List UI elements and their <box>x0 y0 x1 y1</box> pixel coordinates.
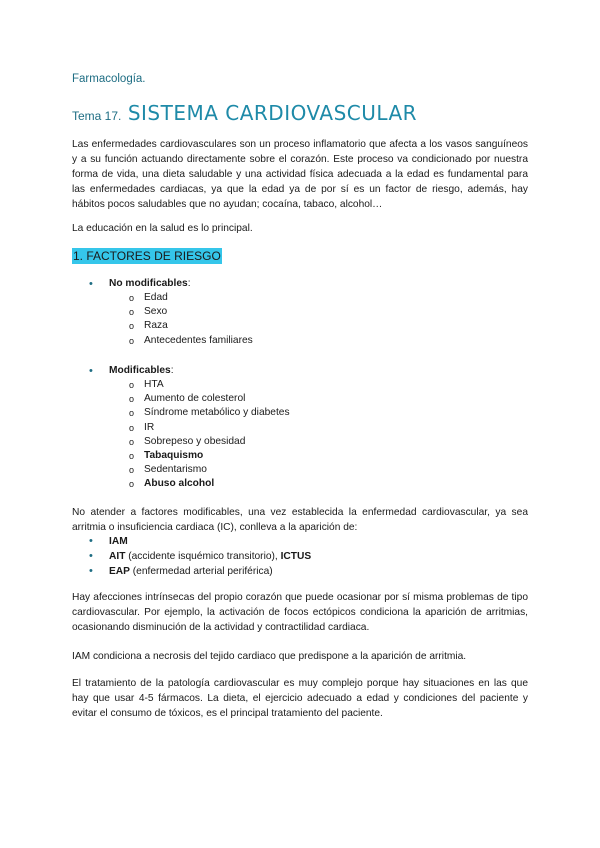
circle-bullet-icon: o <box>129 479 135 490</box>
bullet-icon: • <box>89 535 93 547</box>
circle-bullet-icon: o <box>129 422 135 433</box>
afecciones-paragraph: Hay afecciones intrínsecas del propio corazón que puede ocasionar por sí misma problemas de tipo cardiovascular. Por ejemplo, la activación de focos ectópicos condiciona la aparición de arritmias, ocasionando disminución de la actividad y contractilidad cardiaca. <box>72 592 528 633</box>
treatment-paragraph: El tratamiento de la patología cardiovascular es muy complejo porque hay situaciones en las que hay que usar 4-5 fármacos. La dieta, el ejercicio adecuado a edad y condiciones del paciente y evitar el consumo de tóxicos, es el principal tratamiento del paciente. <box>72 678 528 719</box>
list-item: o HTA <box>109 378 528 392</box>
bullet-icon: • <box>89 365 93 377</box>
list-item: o Abuso alcohol <box>109 477 528 491</box>
circle-bullet-icon: o <box>129 465 135 476</box>
circle-bullet-icon: o <box>129 380 135 390</box>
subject-heading: Farmacología. <box>72 73 146 85</box>
consequence-list <box>72 534 528 579</box>
sub-list <box>109 291 528 348</box>
list-item: o Edad <box>109 291 528 305</box>
section-heading-risk-factors: 1. FACTORES DE RIESGO <box>73 249 221 263</box>
group-label: Modificables <box>109 365 171 376</box>
risk-list-modifiable <box>72 364 528 492</box>
intro-paragraph: Las enfermedades cardiovasculares son un proceso inflamatorio que afecta a los vasos sanguíneos y a su función actuando directamente sobre el corazón. Este proceso va condicionado por nuestra forma de vida, una dieta saludable y una actividad física adecuada a la edad es fundamental para las enfermedades cardiacas, ya que la edad ya de por sí es un factor de riesgo, además, hay hábitos pocos saludables que no ayudan; cocaína, tabaco, alcohol… <box>72 139 528 210</box>
circle-bullet-icon: o <box>129 394 135 405</box>
list-item: • AIT (accidente isquémico transitorio), ICTUS <box>89 550 312 562</box>
circle-bullet-icon: o <box>129 436 135 447</box>
bullet-icon: • <box>89 278 93 290</box>
group-label: No modificables <box>109 278 188 289</box>
list-item: o Sexo <box>109 305 528 319</box>
list-item: o Sobrepeso y obesidad <box>109 435 528 449</box>
list-item: • IAM <box>89 535 128 547</box>
risk-list-non-modifiable <box>72 277 528 348</box>
education-paragraph: La educación en la salud es lo principal. <box>72 223 253 234</box>
topic-number: Tema 17. <box>72 109 122 123</box>
circle-bullet-icon: o <box>129 335 135 346</box>
list-item: • Modificables: o HTA o Aumento de colesterol o Síndrome metabólico y diabetes o IR o Sobrepeso y obesidad o Tabaquismo o Sedentarismo o Abuso alcohol <box>72 364 528 492</box>
bullet-icon: • <box>89 565 93 577</box>
list-item: o Raza <box>109 319 528 333</box>
sub-list <box>109 378 528 492</box>
consequence-paragraph: No atender a factores modificables, una vez establecida la enfermedad cardiovascular, ya sea arritmia o insuficiencia cardiaca (IC), conlleva a la aparición de: <box>72 507 528 533</box>
list-item: o Aumento de colesterol <box>109 392 528 406</box>
topic-title: SISTEMA CARDIOVASCULAR <box>127 101 418 125</box>
iam-paragraph: IAM condiciona a necrosis del tejido cardiaco que predispone a la aparición de arritmia. <box>72 651 467 662</box>
list-item: o Tabaquismo <box>109 449 528 463</box>
list-item: • No modificables: o Edad o Sexo o Raza o Antecedentes familiares <box>72 277 528 348</box>
list-item: o Síndrome metabólico y diabetes <box>109 406 528 420</box>
list-item: • EAP (enfermedad arterial periférica) <box>89 565 273 577</box>
list-item: o Sedentarismo <box>109 463 528 477</box>
circle-bullet-icon: o <box>129 408 135 419</box>
circle-bullet-icon: o <box>129 307 135 318</box>
circle-bullet-icon: o <box>129 451 135 462</box>
list-item: o IR <box>109 421 528 435</box>
list-item: o Antecedentes familiares <box>109 334 528 348</box>
bullet-icon: • <box>89 550 93 562</box>
circle-bullet-icon: o <box>129 321 135 332</box>
topic-heading <box>72 101 417 125</box>
circle-bullet-icon: o <box>129 293 135 303</box>
